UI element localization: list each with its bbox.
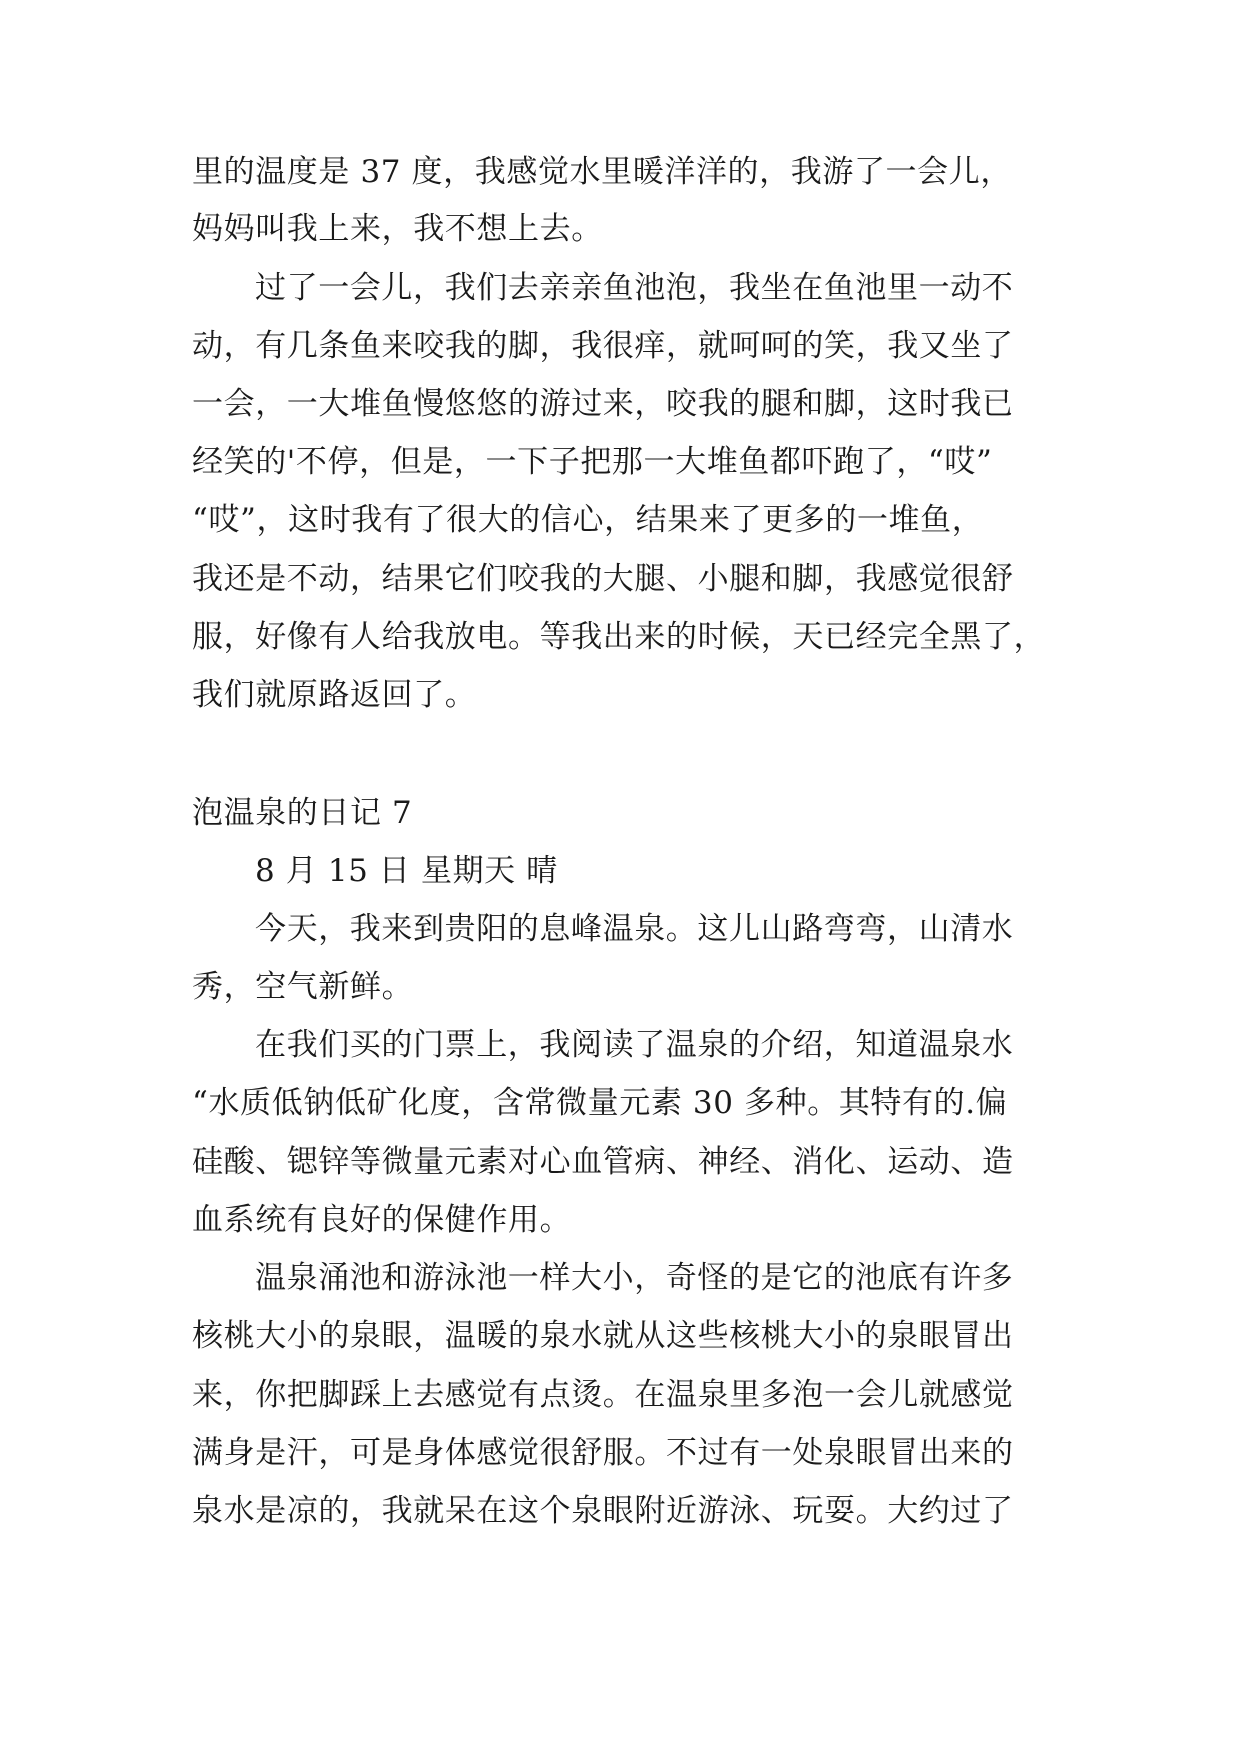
text-line: 经笑的'不停，但是，一下子把那一大堆鱼都吓跑了，“哎”	[192, 444, 993, 480]
text-line: 秀，空气新鲜。	[192, 969, 414, 1005]
text-line: 我们就原路返回了。	[192, 677, 477, 713]
text-line: 温泉涌池和游泳池一样大小，奇怪的是它的池底有许多	[255, 1260, 1014, 1296]
text-line: 一会，一大堆鱼慢悠悠的游过来，咬我的腿和脚，这时我已	[192, 386, 1014, 422]
text-line: 我还是不动，结果它们咬我的大腿、小腿和脚，我感觉很舒	[192, 561, 1014, 597]
text-line: “哎”，这时我有了很大的信心，结果来了更多的一堆鱼，	[192, 502, 984, 538]
text-line: 里的温度是 37 度，我感觉水里暖洋洋的，我游了一会儿，	[192, 154, 1012, 190]
text-line: 来，你把脚踩上去感觉有点烫。在温泉里多泡一会儿就感觉	[192, 1377, 1014, 1413]
section-title: 泡温泉的日记 7	[192, 795, 413, 831]
text-line: 泉水是凉的，我就呆在这个泉眼附近游泳、玩耍。大约过了	[192, 1493, 1014, 1529]
text-line: 动，有几条鱼来咬我的脚，我很痒，就呵呵的笑，我又坐了	[192, 328, 1014, 364]
text-line: 核桃大小的泉眼，温暖的泉水就从这些核桃大小的泉眼冒出	[192, 1318, 1014, 1354]
text-line: “水质低钠低矿化度，含常微量元素 30 多种。其特有的.偏	[192, 1085, 1008, 1121]
text-line: 满身是汗，可是身体感觉很舒服。不过有一处泉眼冒出来的	[192, 1435, 1014, 1471]
text-line: 硅酸、锶锌等微量元素对心血管病、神经、消化、运动、造	[192, 1144, 1014, 1180]
text-line: 过了一会儿，我们去亲亲鱼池泡，我坐在鱼池里一动不	[255, 270, 1014, 306]
text-line: 血系统有良好的保健作用。	[192, 1202, 572, 1238]
text-line: 服，好像有人给我放电。等我出来的时候，天已经完全黑了，	[192, 619, 1046, 655]
text-line: 今天，我来到贵阳的息峰温泉。这儿山路弯弯，山清水	[255, 911, 1014, 947]
text-line: 在我们买的门票上，我阅读了温泉的介绍，知道温泉水	[255, 1027, 1014, 1063]
text-line: 妈妈叫我上来，我不想上去。	[192, 211, 603, 247]
date-line: 8 月 15 日 星期天 晴	[255, 853, 558, 889]
